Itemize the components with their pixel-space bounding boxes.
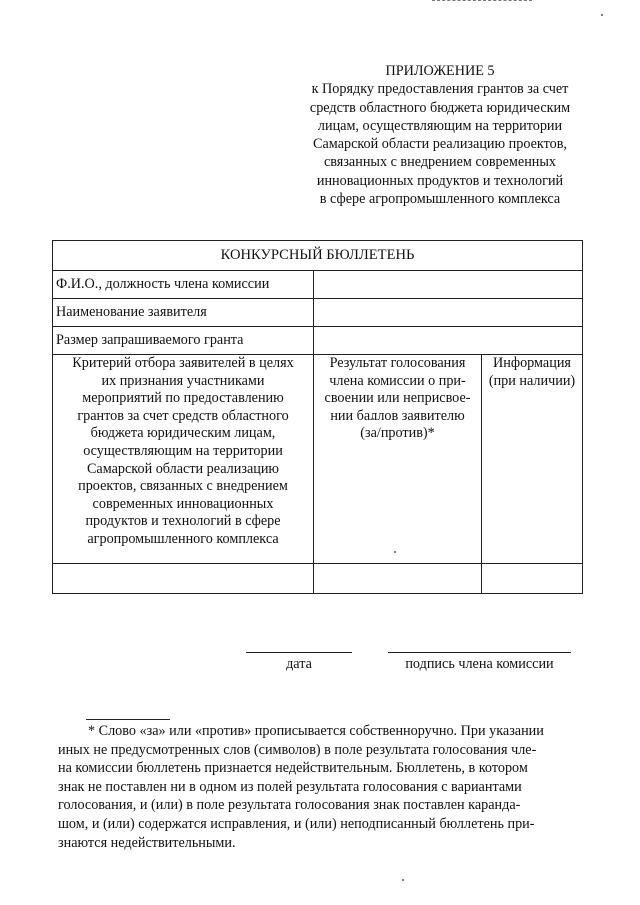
criteria-header [53,355,314,564]
appendix-line: средств областного бюджета юридическим [309,99,571,116]
ballot-title: КОНКУРСНЫЙ БЮЛЛЕТЕНЬ [53,241,583,271]
scan-edge-mark [432,0,532,1]
ballot-title-row [53,241,583,271]
result-cell[interactable] [314,564,482,594]
criteria-cell[interactable] [53,564,314,594]
appendix-line: лицам, осуществляющим на территории [317,117,563,134]
ballot-table [52,240,583,594]
appendix-line: связанных с внедрением современных [323,154,557,171]
field-label-applicant: Наименование заявителя [53,299,314,327]
criteria-header-line: бюджета юридическим лицам, [90,425,276,442]
criteria-header-line: агропромышленного комплекса [87,530,279,547]
result-header-line: (за/против)* [360,425,435,442]
form-row [53,299,583,327]
footnote-line: шом, и (или) содержатся исправления, и (или) неподписанный бюллетень при- [58,815,535,832]
info-header [482,355,583,564]
appendix-title: ПРИЛОЖЕНИЕ 5 [385,63,495,79]
footnote-line: знаются недействительными. [58,834,236,851]
footnote-line: иных не предусмотренных слов (символов) в поле результата голосования чле- [58,741,537,758]
date-label: дата [286,656,312,672]
footnote [58,722,581,852]
criteria-header-line: их признания участниками [101,372,265,389]
signature-label: подпись члена комиссии [405,656,554,672]
form-row [53,327,583,355]
appendix-header [270,62,610,208]
field-label-member: Ф.И.О., должность члена комиссии [53,271,314,299]
signature-line[interactable] [388,652,571,653]
form-row [53,271,583,299]
field-value-member[interactable] [314,271,583,299]
result-header-line: члена комиссии о при- [329,372,466,389]
appendix-line: в сфере агропромышленного комплекса [319,191,561,208]
criteria-header-line: Критерий отбора заявителей в целях [72,355,294,371]
column-header-row [53,355,583,564]
footnote-line: знак не поставлен ни в одном из полей результата голосования с вариантами [58,778,522,795]
footnote-line: голосования, и (или) в поле результата голосования знак поставлен каранда- [58,797,521,814]
info-header-line: (при наличии) [488,372,576,389]
member-signature [388,652,571,673]
field-value-grant-size[interactable] [314,327,583,355]
date-line[interactable] [246,652,352,653]
appendix-line: инновационных продуктов и технологий [316,172,564,189]
scan-speck [601,14,603,16]
scan-speck [402,879,404,881]
appendix-line: к Порядку предоставления грантов за счет [311,81,569,98]
criteria-header-line: грантов за счет средств областного [77,407,289,424]
table-row [53,564,583,594]
criteria-header-line: современных инновационных [92,495,274,512]
date-signature [246,652,352,673]
footnote-line: на комиссии бюллетень признается недействительным. Бюллетень, в котором [58,760,528,777]
info-cell[interactable] [482,564,583,594]
criteria-header-line: проектов, связанных с внедрением [78,478,288,495]
result-header-line: своении или неприсвое- [324,390,471,407]
criteria-header-line: осуществляющим на территории [83,442,283,459]
criteria-header-line: Самарской области реализацию [86,460,280,477]
criteria-header-line: мероприятий по предоставлению [82,390,284,407]
result-header [314,355,482,564]
info-header-line: Информация [493,355,571,371]
appendix-line: Самарской области реализацию проектов, [313,136,567,153]
result-header-line: нии баллов заявителю [330,407,465,424]
footnote-line: * Слово «за» или «против» прописывается собственноручно. При указании [88,723,544,739]
field-label-grant-size: Размер запрашиваемого гранта [53,327,314,355]
result-header-line: Результат голосования [329,355,466,371]
footnote-divider [86,719,170,720]
criteria-header-line: продуктов и технологий в сфере [85,513,281,530]
field-value-applicant[interactable] [314,299,583,327]
